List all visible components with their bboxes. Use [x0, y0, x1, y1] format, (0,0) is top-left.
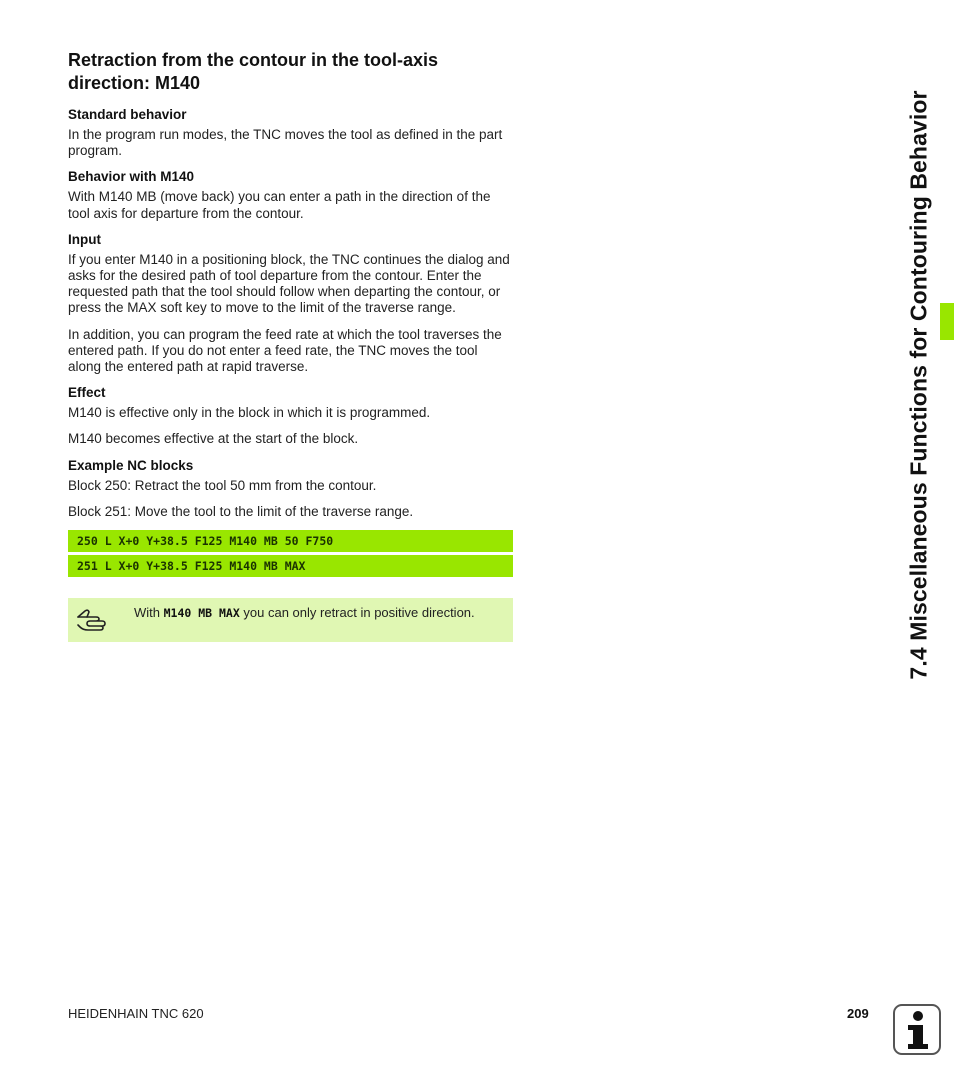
pointing-hand-icon — [76, 608, 110, 634]
input-text-1: If you enter M140 in a positioning block, the TNC continues the dialog and asks for the desired path of tool departure from the contour. Enter the requested path that the tool should follow when departing the contour, or press the MAX soft key to move to the limit of the traverse range. — [68, 251, 510, 316]
example-text-1: Block 250: Retract the tool 50 mm from the contour. — [68, 477, 377, 493]
example-text-2: Block 251: Move the tool to the limit of the traverse range. — [68, 503, 414, 519]
effect-text-1: M140 is effective only in the block in which it is programmed. — [68, 405, 431, 421]
page-content — [68, 49, 513, 642]
nc-code-blocks — [68, 530, 513, 577]
input-text-2: In addition, you can program the feed rate at which the tool traverses the entered path. If you do not enter a feed rate, the TNC moves the tool along the entered path at rapid traverse. — [68, 326, 502, 375]
chapter-tab-marker — [940, 303, 954, 340]
nc-block-250: 250 L X+0 Y+38.5 F125 M140 MB 50 F750 — [68, 530, 513, 552]
page-title: Retraction from the contour in the tool-axis direction: M140 — [68, 50, 439, 93]
nc-block-251: 251 L X+0 Y+38.5 F125 M140 MB MAX — [68, 555, 513, 577]
standard-behavior-text: In the program run modes, the TNC moves the tool as defined in the part program. — [68, 127, 503, 159]
note-text — [134, 605, 475, 621]
note-box — [68, 598, 513, 642]
info-glyph — [895, 1006, 939, 1053]
info-icon — [893, 1004, 941, 1055]
behavior-m140-text: With M140 MB (move back) you can enter a path in the direction of the tool axis for departure from the contour. — [68, 189, 491, 221]
note-prefix: With — [134, 605, 164, 621]
note-code: M140 MB MAX — [163, 606, 240, 621]
page-number: 209 — [847, 1006, 869, 1021]
effect-text-2: M140 becomes effective at the start of the block. — [68, 431, 359, 447]
behavior-m140-heading: Behavior with M140 — [68, 169, 195, 185]
example-heading: Example NC blocks — [68, 457, 194, 473]
effect-heading: Effect — [68, 385, 106, 401]
input-heading: Input — [68, 231, 101, 247]
footer-manual-name: HEIDENHAIN TNC 620 — [68, 1006, 204, 1021]
chapter-side-title: 7.4 Miscellaneous Functions for Contouring Behavior — [905, 90, 932, 680]
standard-behavior-heading: Standard behavior — [68, 107, 187, 122]
note-suffix: you can only retract in positive direction. — [239, 605, 475, 621]
